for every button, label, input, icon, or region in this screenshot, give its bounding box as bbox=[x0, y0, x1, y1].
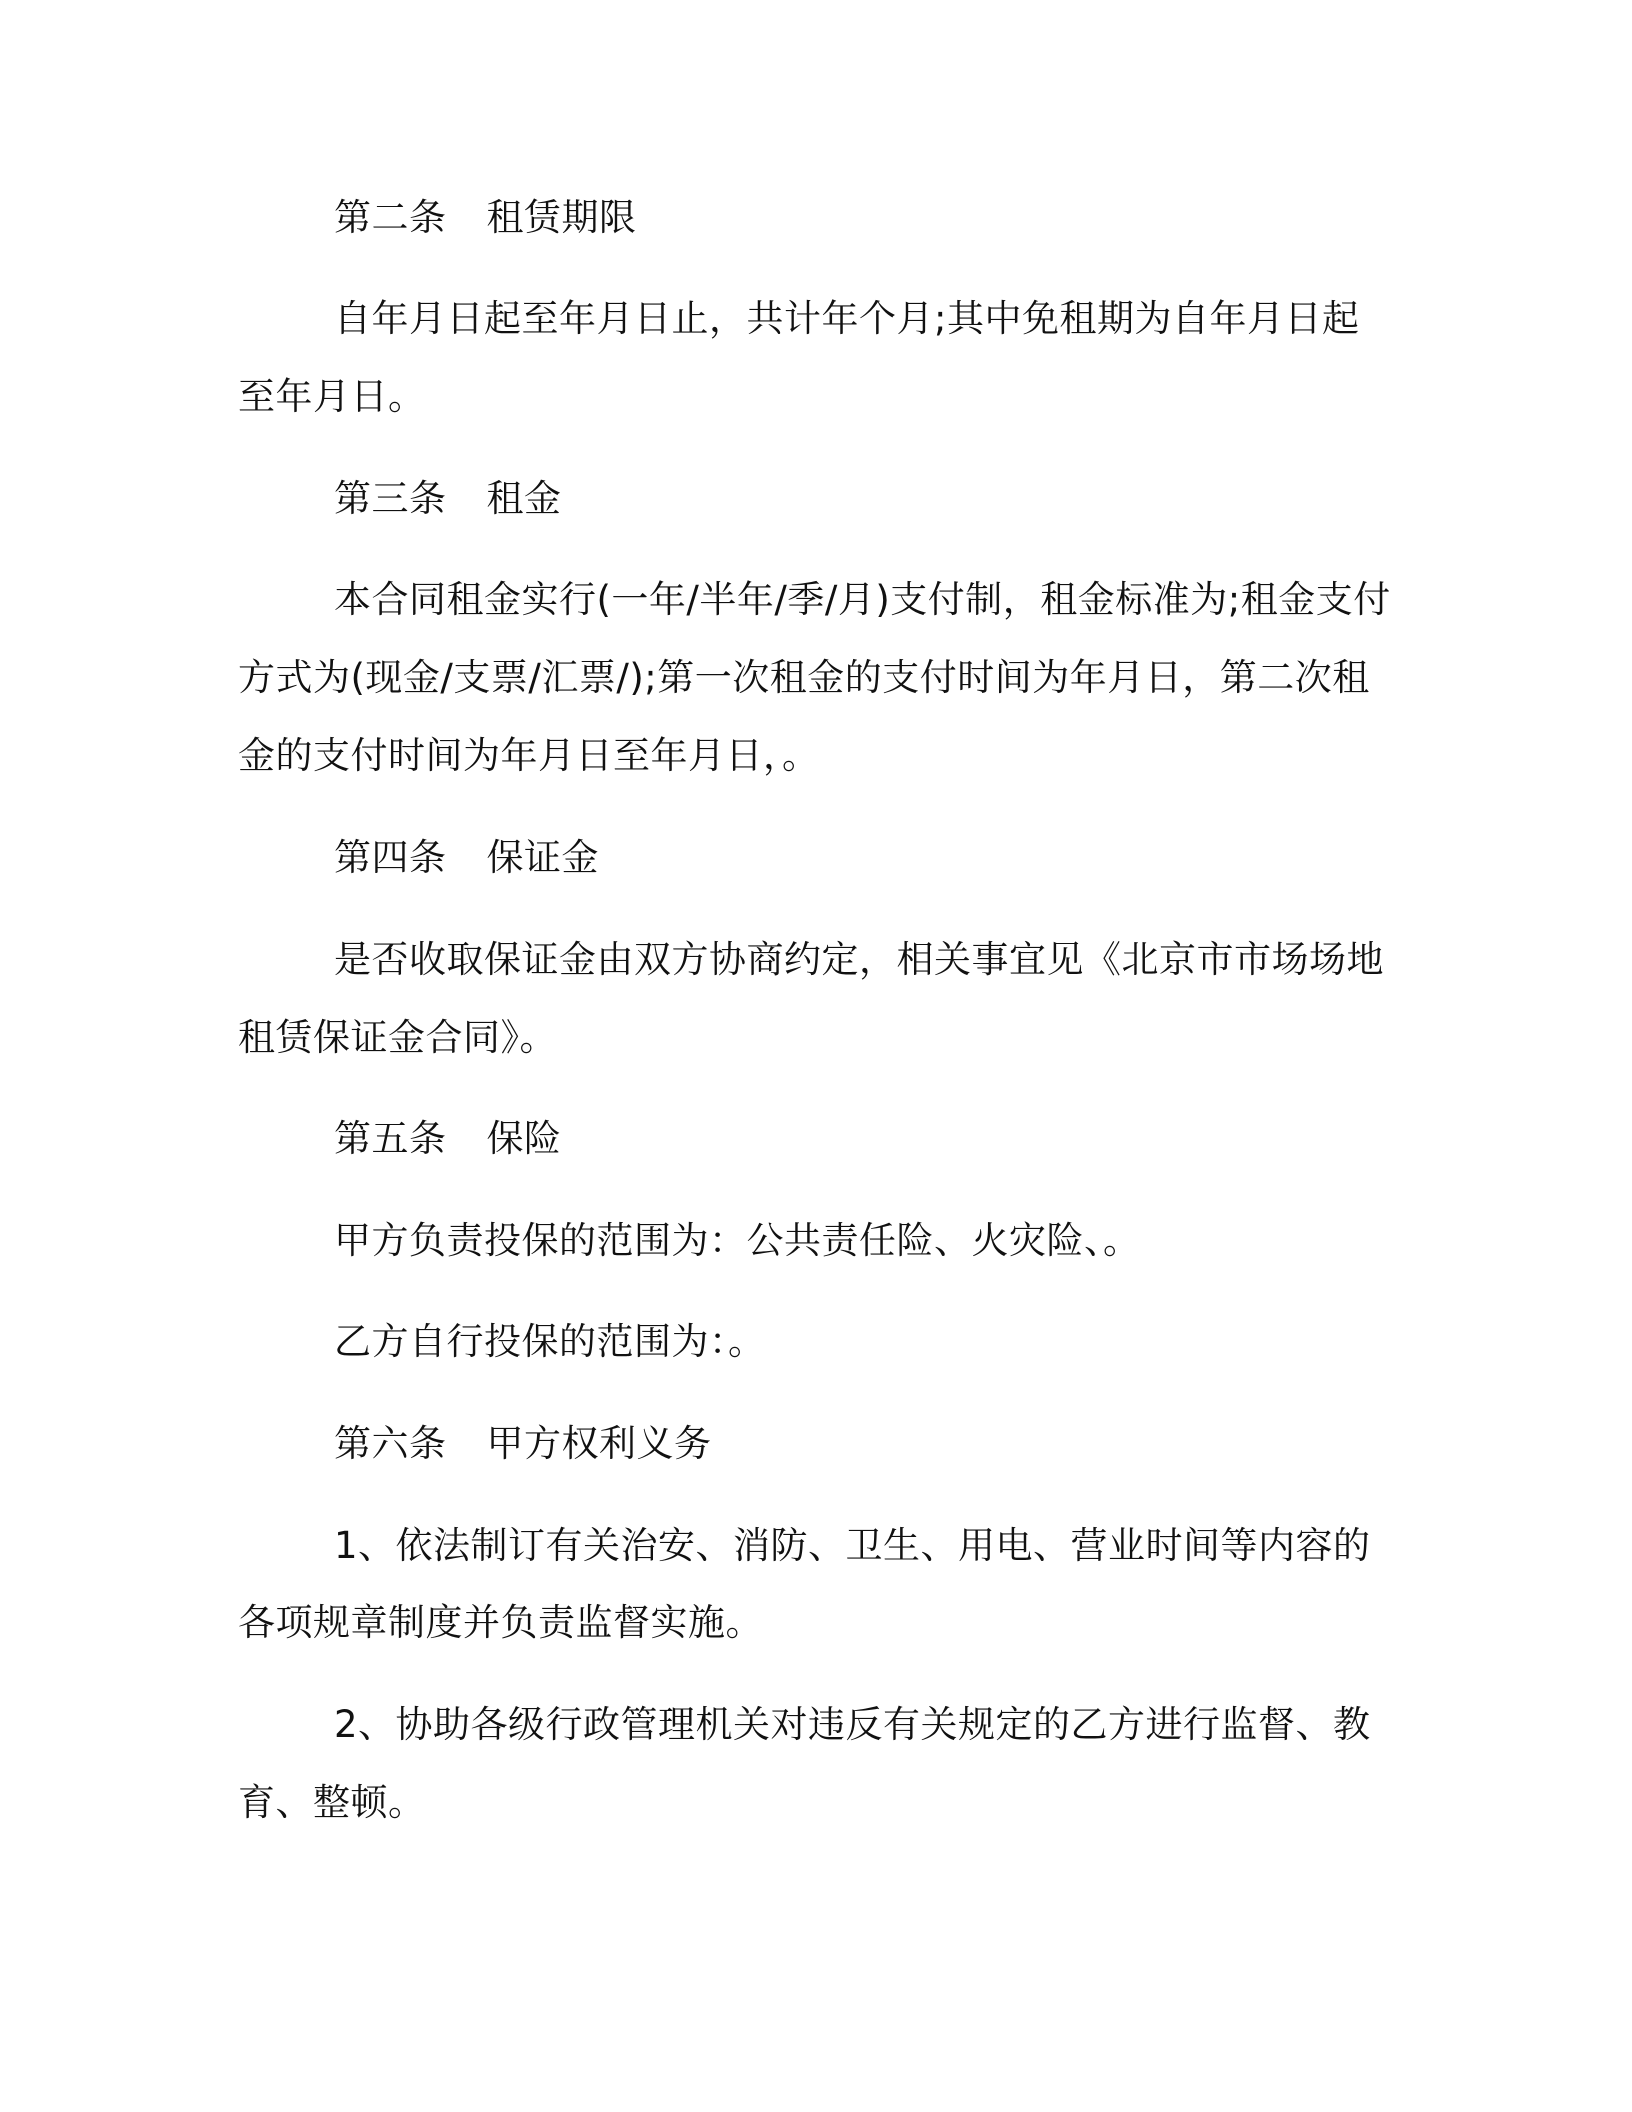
paragraph-line: 租赁保证金合同》。 bbox=[238, 1016, 557, 1059]
section-title: 甲方权利义务 bbox=[486, 1422, 712, 1465]
paragraph-line: 自年月日起至年月日止，共计年个月;其中免租期为自年月日起 bbox=[334, 297, 1360, 340]
section-number: 第三条 bbox=[334, 477, 447, 520]
section-title: 租赁期限 bbox=[486, 196, 637, 239]
section-heading bbox=[334, 475, 1494, 523]
section-number: 第二条 bbox=[334, 196, 447, 239]
paragraph-line: 甲方负责投保的范围为：公共责任险、火灾险、。 bbox=[334, 1219, 1141, 1262]
paragraph-line: 方式为(现金/支票/汇票/);第一次租金的支付时间为年月日，第二次租 bbox=[238, 656, 1370, 699]
section-heading bbox=[334, 1420, 1494, 1468]
section-heading bbox=[334, 1115, 1494, 1163]
paragraph-line: 乙方自行投保的范围为：。 bbox=[334, 1320, 766, 1363]
paragraph-line: 育、整顿。 bbox=[238, 1781, 426, 1824]
paragraph-line: 金的支付时间为年月日至年月日，。 bbox=[238, 734, 820, 777]
section-heading bbox=[334, 194, 1494, 242]
paragraph-line: 是否收取保证金由双方协商约定，相关事宜见《北京市市场场地 bbox=[334, 938, 1384, 981]
section-number: 第六条 bbox=[334, 1422, 447, 1465]
paragraph-line: 本合同租金实行(一年/半年/季/月)支付制，租金标准为;租金支付 bbox=[334, 578, 1391, 621]
paragraph-line: 2、协助各级行政管理机关对违反有关规定的乙方进行监督、教 bbox=[334, 1703, 1371, 1746]
section-title: 租金 bbox=[486, 477, 562, 520]
paragraph-line: 各项规章制度并负责监督实施。 bbox=[238, 1601, 763, 1644]
paragraph-line: 至年月日。 bbox=[238, 375, 426, 418]
section-number: 第四条 bbox=[334, 836, 447, 879]
section-heading bbox=[334, 834, 1494, 882]
section-number: 第五条 bbox=[334, 1117, 447, 1160]
section-title: 保证金 bbox=[486, 836, 599, 879]
paragraph-line: 1、依法制订有关治安、消防、卫生、用电、营业时间等内容的 bbox=[334, 1524, 1371, 1567]
section-title: 保险 bbox=[486, 1117, 562, 1160]
